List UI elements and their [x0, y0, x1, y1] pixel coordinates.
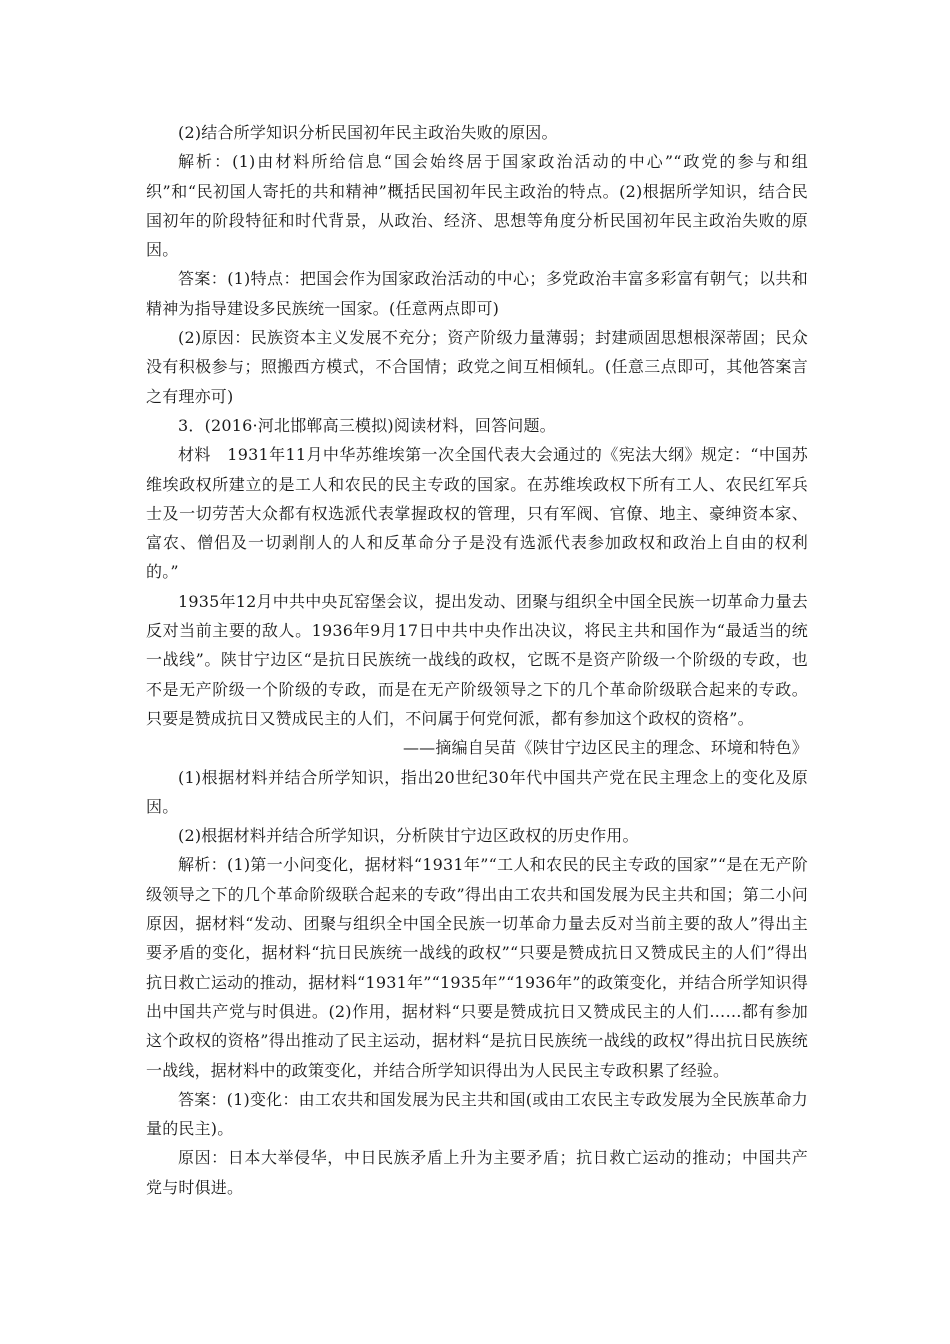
question-3-heading: 3．(2016·河北邯郸高三模拟)阅读材料，回答问题。 — [178, 415, 556, 435]
question-3-part-1: (1)根据材料并结合所学知识，指出20世纪30年代中国共产党在民主理念上的变化及原因。 — [146, 767, 808, 816]
material-source: ——摘编自吴苗《陕甘宁边区民主的理念、环境和特色》 — [402, 738, 808, 758]
question-3-part-2: (2)根据材料并结合所学知识，分析陕甘宁边区政权的历史作用。 — [178, 826, 639, 846]
material-paragraph-2: 1935年12月中共中央瓦窑堡会议，提出发动、团聚与组织全中国全民族一切革命力量去反对当前主要的敌人。1936年9月17日中共中央作出决议，将民主共和国作为“最适当的统一战线”。陕甘宁边区“是抗日民族统一战线的政权，它既不是资产阶级一个阶级的专政，也不是无产阶级一个阶级的专政，而是在无产阶级领导之下的几个革命阶级联合起来的专政。只要是赞成抗日又赞成民主的人们，不问属于何党何派，都有参加这个政权的资格”。 — [146, 591, 808, 728]
analysis-paragraph: 解析：(1)由材料所给信息“国会始终居于国家政治活动的中心”“政党的参与和组织”和“民初国人寄托的共和精神”概括民国初年民主政治的特点。(2)根据所学知识，结合民国初年的阶段特征和时代背景，从政治、经济、思想等角度分析民国初年民主政治失败的原因。 — [146, 152, 808, 260]
answer-part-2: (2)原因：民族资本主义发展不充分；资产阶级力量薄弱；封建顽固思想根深蒂固；民众没有积极参与；照搬西方模式，不合国情；政党之间互相倾轧。(任意三点即可，其他答案言之有理亦可) — [146, 328, 808, 406]
material-paragraph-1: 材料 1931年11月中华苏维埃第一次全国代表大会通过的《宪法大纲》规定：“中国苏维埃政权所建立的是工人和农民的民主专政的国家。在苏维埃政权下所有工人、农民红军兵士及一切劳苦大众都有权选派代表掌握政权的管理，只有军阀、官僚、地主、豪绅资本家、富农、僧侣及一切剥削人的人和反革命分子是没有选派代表参加政权和政治上自由的权利的。” — [146, 445, 808, 582]
question-3-analysis: 解析：(1)第一小问变化，据材料“1931年”“工人和农民的民主专政的国家”“是在无产阶级领导之下的几个革命阶级联合起来的专政”得出由工农共和国发展为民主共和国；第二小问原因，据材料“发动、团聚与组织全中国全民族一切革命力量去反对当前主要的敌人”得出主要矛盾的变化，据材料“抗日民族统一战线的政权”“只要是赞成抗日又赞成民主的人们”得出抗日救亡运动的推动，据材料“1931年”“1935年”“1936年”的政策变化，并结合所学知识得出中国共产党与时俱进。(2)作用，据材料“只要是赞成抗日又赞成民主的人们……都有参加这个政权的资格”得出推动了民主运动，据材料“是抗日民族统一战线的政权”得出抗日民族统一战线，据材料中的政策变化，并结合所学知识得出为人民民主专政积累了经验。 — [146, 855, 808, 1080]
question-3-answer-change: 答案：(1)变化：由工农共和国发展为民主共和国(或由工农民主专政发展为全民族革命力量的民主)。 — [146, 1089, 808, 1139]
question-3-answer-reason: 原因：日本大举侵华，中日民族矛盾上升为主要矛盾；抗日救亡运动的推动；中国共产党与时俱进。 — [146, 1148, 808, 1197]
answer-part-1: 答案：(1)特点：把国会作为国家政治活动的中心；多党政治丰富多彩富有朝气；以共和精神为指导建设多民族统一国家。(任意两点即可) — [146, 269, 808, 318]
question-2-prompt: (2)结合所学知识分析民国初年民主政治失败的原因。 — [178, 123, 558, 142]
